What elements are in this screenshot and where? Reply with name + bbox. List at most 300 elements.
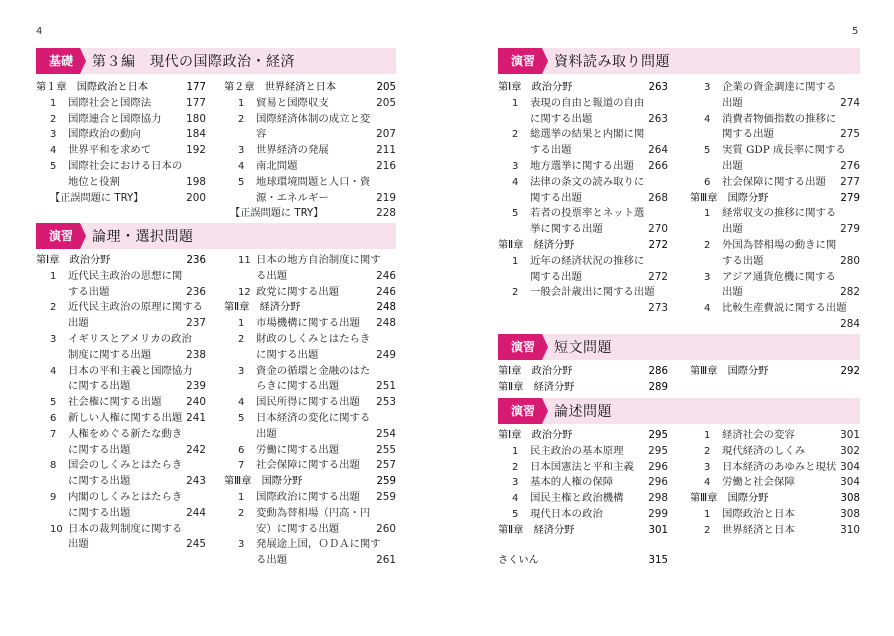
toc-entry-number: 5 [512,208,519,220]
toc-entry-number: 2 [704,445,711,457]
toc-entry-text: 政党に関する出題 [256,285,340,298]
toc-entry-title: に関する出題 [68,475,131,488]
toc-page-number: 279 [840,192,860,204]
toc-entry-text: 社会権に関する出題 [68,396,162,409]
toc-entry-row [690,460,860,476]
toc-entry-text: 比較生産費説に関する出題 [722,302,847,315]
toc-entry-text: 日本経済のあゆみと現状 [722,460,837,473]
toc-page-number: 241 [186,411,206,424]
ronri-title: 論理・選択問題 [92,229,194,245]
section-header-shiryo [498,48,860,74]
toc-entry-title [50,269,182,285]
toc-entry-title [704,238,836,254]
toc-entry-row [498,301,668,317]
toc-entry-title: 出題 [68,538,89,551]
toc-entry-number: 3 [704,82,711,93]
toc-entry-title [50,364,193,380]
toc-entry-text: 一般会計歳出に関する出題 [530,286,655,299]
tanbun-title: 短文問題 [554,340,612,356]
toc-page-number: 243 [186,475,206,488]
toc-entry-text: 人権をめぐる新たな動き [68,427,183,440]
toc-entry-text: イギリスとアメリカの政治 [68,332,192,345]
toc-entry-title [512,285,655,301]
toc-entry-number: 2 [238,113,245,125]
toc-entry-text: 日本国憲法と平和主義 [530,460,634,473]
toc-entry-text: 貿易と国際収支 [256,96,329,109]
toc-entry-title: 制度に関する出題 [68,348,152,361]
toc-entry-title: る出題 [256,269,288,282]
toc-entry-text: 国民所得に関する出題 [256,396,360,409]
toc-entry-number: 8 [50,460,57,472]
toc-entry-row [224,332,396,348]
toc-entry-row [36,159,206,175]
toc-entry-row [224,379,396,395]
toc-entry-text: 法律の条文の読み取りに [530,175,645,188]
toc-entry-row [498,475,668,491]
toc-entry-title [238,506,370,522]
toc-entry-row [224,112,396,128]
toc-page-number: 249 [376,348,396,361]
toc-entry-text: 表現の自由と報道の自由 [530,96,645,109]
toc-entry-text: 日本の地方自治制度に関す [256,254,381,266]
kiso-badge-label: 基礎 [48,54,73,68]
toc-page-number: 301 [840,429,860,441]
toc-entry-row [224,253,396,269]
toc-chapter-row [224,80,396,96]
ronri-col-2 [224,253,396,569]
toc-entry-title [704,444,805,460]
toc-entry-title: 挙に関する出題 [530,223,603,236]
toc-chapter-row [36,80,206,96]
toc-entry-number: 1 [704,208,711,220]
toc-page-number: 239 [186,380,206,393]
toc-page-number: 264 [648,144,668,157]
toc-entry-text: 日本の裁判制度に関する [68,522,183,535]
toc-entry-text: 地方選挙に関する出題 [530,159,634,172]
toc-entry-row [36,191,206,207]
toc-page-number: 275 [840,128,860,141]
toc-entry-text: 近年の経済状況の推移に [530,254,645,267]
toc-entry-row [36,411,206,427]
toc-page-number: 177 [186,82,206,93]
toc-entry-number: 11 [238,255,251,266]
toc-entry-number: 2 [238,333,245,345]
toc-entry-text: 若者の投票率とネット選 [530,207,645,220]
toc-entry-text: 外国為替相場の動きに関 [722,238,837,251]
toc-entry-title [704,270,836,286]
toc-entry-row [690,523,860,539]
toc-entry-title: 第Ⅱ章 経済分野 [498,381,575,393]
toc-entry-number: 1 [238,318,245,330]
toc-entry-number: 1 [512,97,519,109]
toc-entry-text: 国会のしくみとはたらき [68,459,183,472]
toc-entry-title: 地位と役割 [68,175,120,188]
page-number-right: 5 [852,26,859,37]
toc-page-number: 184 [186,128,206,141]
toc-entry-title: 源・エネルギー [256,191,329,204]
toc-entry-row [498,460,668,476]
toc-entry-text: 企業の資金調達に関する [722,81,837,93]
toc-page-number: 240 [186,396,206,409]
toc-entry-row [36,300,206,316]
toc-entry-text: 市場機構に関する出題 [256,317,360,330]
toc-entry-number: 3 [704,271,711,283]
ronri-badge [36,223,86,249]
toc-entry-title: 関する出題 [530,270,582,283]
toc-page-number: 260 [376,522,396,535]
toc-entry-number: 5 [50,397,57,409]
toc-entry-text: 発展途上国，ＯＤＡに関す [256,538,381,551]
toc-entry-title: 第Ⅰ章 政治分野 [498,430,573,441]
toc-entry-row [224,143,396,159]
shiryo-badge-label: 演習 [510,54,535,68]
toc-entry-text: 日本の平和主義と国際協力 [68,364,193,377]
toc-page-number: 205 [376,96,396,109]
toc-entry-title [50,522,182,538]
toc-entry-title: に関する出題 [68,506,131,519]
toc-entry-text: 現代経済のしくみ [722,444,806,457]
toc-entry-row [36,332,206,348]
toc-entry-number: 5 [238,412,245,424]
toc-entry-number: 1 [238,491,245,503]
toc-page-number: 296 [648,460,668,473]
toc-entry-number: 2 [512,461,519,473]
toc-entry-number: 3 [512,477,519,489]
toc-page-number: 289 [648,381,668,393]
toc-entry-title [512,175,644,191]
toc-page-number: 274 [840,96,860,109]
toc-chapter-row [690,364,860,380]
toc-entry-row [690,238,860,254]
toc-page-number: 244 [186,506,206,519]
toc-entry-row [224,269,396,285]
toc-entry-title [512,159,634,175]
toc-entry-row [36,427,206,443]
toc-entry-title [512,127,644,143]
toc-entry-number: 3 [50,129,57,141]
toc-entry-row [690,175,860,191]
toc-entry-row [224,427,396,443]
toc-entry-title [512,444,624,460]
toc-page-number: 248 [376,317,396,330]
toc-entry-text: 国際経済体制の成立と変 [256,112,371,125]
toc-entry-row [690,254,860,270]
toc-entry-text: 経常収支の推移に関する [722,207,837,220]
index-entry-label: さくいん [498,555,539,566]
toc-entry-title: 第Ⅰ章 政治分野 [36,255,111,266]
toc-page-number: 200 [186,191,206,204]
toc-entry-number: 5 [50,160,57,172]
toc-entry-row [36,112,206,128]
toc-entry-title [704,175,826,191]
ronri-col-1 [36,253,206,553]
toc-entry-title [238,253,381,269]
toc-entry-number: 5 [238,176,245,188]
toc-page-number: 180 [186,112,206,125]
toc-entry-number: 4 [512,493,519,505]
toc-entry-row [36,269,206,285]
toc-entry-number: 1 [238,97,245,109]
toc-entry-title: 第Ⅰ章 政治分野 [498,82,573,93]
toc-entry-number: 3 [50,333,57,345]
toc-entry-row [690,507,860,523]
toc-page-number: 236 [186,255,206,266]
toc-entry-title [238,537,381,553]
toc-entry-text: 国際政治に関する出題 [256,490,360,503]
toc-entry-title [50,159,182,175]
toc-entry-title [704,143,846,159]
toc-entry-text: 近代民主政治の原理に関する [68,301,204,314]
toc-page-number: 192 [186,144,206,157]
toc-entry-title: に関する出題 [256,348,319,361]
toc-entry-title: 出題 [722,223,743,236]
toc-entry-number: 2 [512,287,519,299]
toc-entry-title: 第１章 国際政治と日本 [36,82,149,93]
toc-entry-number: 4 [238,397,245,409]
toc-entry-text: 世界経済と日本 [722,523,795,536]
toc-page-number: 236 [186,285,206,298]
tanbun-badge [498,334,548,360]
toc-entry-title: 出題 [256,427,277,440]
toc-entry-row [498,254,668,270]
toc-entry-row [224,348,396,364]
toc-page-number: 280 [840,254,860,267]
toc-entry-title [238,285,339,301]
toc-entry-row [498,191,668,207]
toc-entry-row [498,127,668,143]
toc-entry-title [238,411,370,427]
toc-entry-row [690,112,860,128]
toc-page-number: 272 [648,270,668,283]
toc-entry-row [690,143,860,159]
toc-entry-number: 4 [704,303,711,315]
toc-entry-text: 南北問題 [256,159,298,172]
toc-entry-text: 国際社会と国際法 [68,96,152,109]
toc-entry-text: 国民主権と政治機構 [530,492,624,505]
toc-entry-text: 変動為替相場（円高・円 [256,506,371,519]
toc-entry-title [238,159,298,175]
toc-entry-row [224,316,396,332]
section-header-tanbun [498,334,860,360]
toc-entry-number: 5 [704,145,711,157]
tanbun-col-2 [690,364,860,380]
toc-page-number: 198 [186,175,206,188]
toc-entry-title [50,112,162,128]
toc-page-number: 308 [840,507,860,520]
toc-entry-number: 1 [704,430,711,441]
toc-entry-title [512,460,634,476]
toc-entry-text: 日本経済の変化に関する [256,411,371,424]
toc-page-number: 216 [376,159,396,172]
toc-entry-row [224,206,396,222]
toc-page-number: 277 [840,175,860,188]
toc-chapter-row [498,428,668,444]
toc-page-number: 237 [186,317,206,330]
toc-entry-row [224,191,396,207]
toc-entry-text: 新しい人権に関する出題 [68,411,183,424]
toc-entry-number: 3 [512,160,519,172]
toc-entry-row [224,159,396,175]
toc-entry-number: 2 [704,524,711,536]
toc-entry-row [224,490,396,506]
toc-entry-row [36,143,206,159]
toc-entry-title [704,206,836,222]
toc-page-number: 254 [376,427,396,440]
toc-entry-title [50,427,182,443]
toc-entry-row [36,506,206,522]
toc-entry-text: 消費者物価指数の推移に [722,112,837,125]
toc-page-number: 246 [376,269,396,282]
toc-page-number: 304 [840,460,860,473]
toc-entry-row [690,301,860,317]
section-header-ronri [36,223,396,249]
toc-entry-row [498,285,668,301]
ronjutsu-badge [498,398,548,424]
toc-page-number: 207 [376,128,396,141]
toc-entry-number: 7 [238,460,245,472]
toc-entry-row [498,159,668,175]
toc-entry-text: 社会保障に関する出題 [722,175,826,188]
toc-entry-number: 1 [512,255,519,267]
ronjutsu-col-2 [690,428,860,539]
toc-entry-text: 総選挙の結果と内閣に関 [530,128,645,141]
toc-entry-text: 財政のしくみとはたらき [256,332,371,345]
toc-chapter-row [690,191,860,207]
toc-entry-row [498,96,668,112]
toc-entry-title [50,411,182,427]
toc-entry-row [498,444,668,460]
toc-entry-title [512,491,624,507]
toc-entry-title [50,143,151,159]
toc-entry-row [36,395,206,411]
toc-entry-title [238,443,339,459]
toc-entry-title [50,332,192,348]
toc-entry-row [224,506,396,522]
toc-entry-text: 世界平和を求めて [68,144,152,157]
toc-entry-row [36,443,206,459]
toc-entry-row [498,143,668,159]
toc-entry-row [690,444,860,460]
toc-entry-title: 容 [256,128,267,141]
shiryo-title: 資料読み取り問題 [554,54,670,70]
toc-page-number: 261 [376,554,396,567]
toc-entry-row [36,490,206,506]
toc-entry-title [704,460,836,476]
toc-entry-row [498,507,668,523]
toc-page-number: 282 [840,286,860,299]
toc-entry-text: 内閣のしくみとはたらき [68,490,183,503]
toc-page-number: 292 [840,366,860,377]
toc-entry-number: 12 [238,286,251,298]
toc-entry-number: 1 [512,445,519,457]
toc-entry-title [238,490,360,506]
toc-entry-title: 第Ⅲ章 国際分野 [224,476,303,488]
toc-entry-row [224,537,396,553]
toc-entry-title: 出題 [722,96,743,109]
toc-entry-row [690,206,860,222]
toc-entry-title [238,175,370,191]
toc-entry-title: 出題 [68,317,89,330]
toc-entry-row [498,206,668,222]
toc-entry-row [224,522,396,538]
toc-entry-text: 基本的人権の保障 [530,476,614,489]
toc-page-number: 263 [648,112,668,125]
toc-entry-row [224,458,396,474]
index-entry-page: 315 [648,555,668,566]
shiryo-col-1 [498,80,668,317]
toc-entry-text: 労働と社会保障 [722,476,795,489]
toc-entry-title [512,96,644,112]
toc-entry-title: 第Ⅲ章 国際分野 [690,493,769,505]
toc-entry-title [238,316,360,332]
toc-page-number: 238 [186,348,206,361]
ronjutsu-title: 論述問題 [554,404,612,420]
toc-entry-row [224,553,396,569]
toc-entry-text: 近代民主政治の思想に関 [68,269,183,282]
toc-entry-number: 5 [512,508,519,520]
toc-entry-row [36,348,206,364]
toc-entry-row [224,285,396,301]
toc-page-number: 259 [376,490,396,503]
toc-entry-title: に関する出題 [68,380,131,393]
toc-entry-title: 【正誤問題に TRY】 [230,208,324,220]
toc-entry-text: 国際連合と国際協力 [68,112,162,125]
toc-entry-number: 2 [50,113,57,125]
toc-entry-title: 安）に関する出題 [256,522,340,535]
toc-entry-row [498,491,668,507]
toc-entry-number: 7 [50,428,57,440]
toc-entry-number: 4 [50,145,57,157]
toc-entry-title [238,96,329,112]
toc-chapter-row [498,523,668,539]
toc-page-number: 301 [648,524,668,536]
toc-chapter-row [498,364,668,380]
toc-entry-text: 労働に関する出題 [256,443,340,456]
toc-entry-row [690,127,860,143]
toc-entry-title: 出題 [722,286,743,299]
ronjutsu-col-1 [498,428,668,539]
toc-entry-title: 第２章 世界経済と日本 [224,82,337,93]
toc-entry-row [36,96,206,112]
toc-entry-title [50,127,141,143]
shiryo-col-2 [690,80,860,333]
toc-entry-title [704,301,847,317]
toc-page-number: 263 [648,82,668,93]
toc-page-number: 219 [376,191,396,204]
toc-page-number: 257 [376,459,396,472]
toc-entry-row [690,222,860,238]
toc-entry-row [36,127,206,143]
toc-page-number: 310 [840,523,860,536]
toc-entry-title [238,458,360,474]
toc-entry-row [36,316,206,332]
toc-entry-title: る出題 [256,554,288,567]
toc-entry-number: 4 [512,176,519,188]
toc-page-number: 273 [648,302,668,315]
toc-page-number: 248 [376,302,396,314]
toc-page-number: 177 [186,96,206,109]
toc-entry-number: 4 [704,477,711,489]
toc-entry-title [238,395,360,411]
toc-entry-number: 6 [238,444,245,456]
toc-entry-title [704,112,836,128]
kiso-title: 第３編 現代の国際政治・経済 [92,54,295,70]
toc-entry-title [50,96,151,112]
toc-entry-title: 第Ⅲ章 国際分野 [690,366,769,377]
toc-entry-row [36,379,206,395]
toc-entry-text: アジア通貨危機に関する [722,270,836,283]
toc-entry-number: 4 [50,365,57,377]
